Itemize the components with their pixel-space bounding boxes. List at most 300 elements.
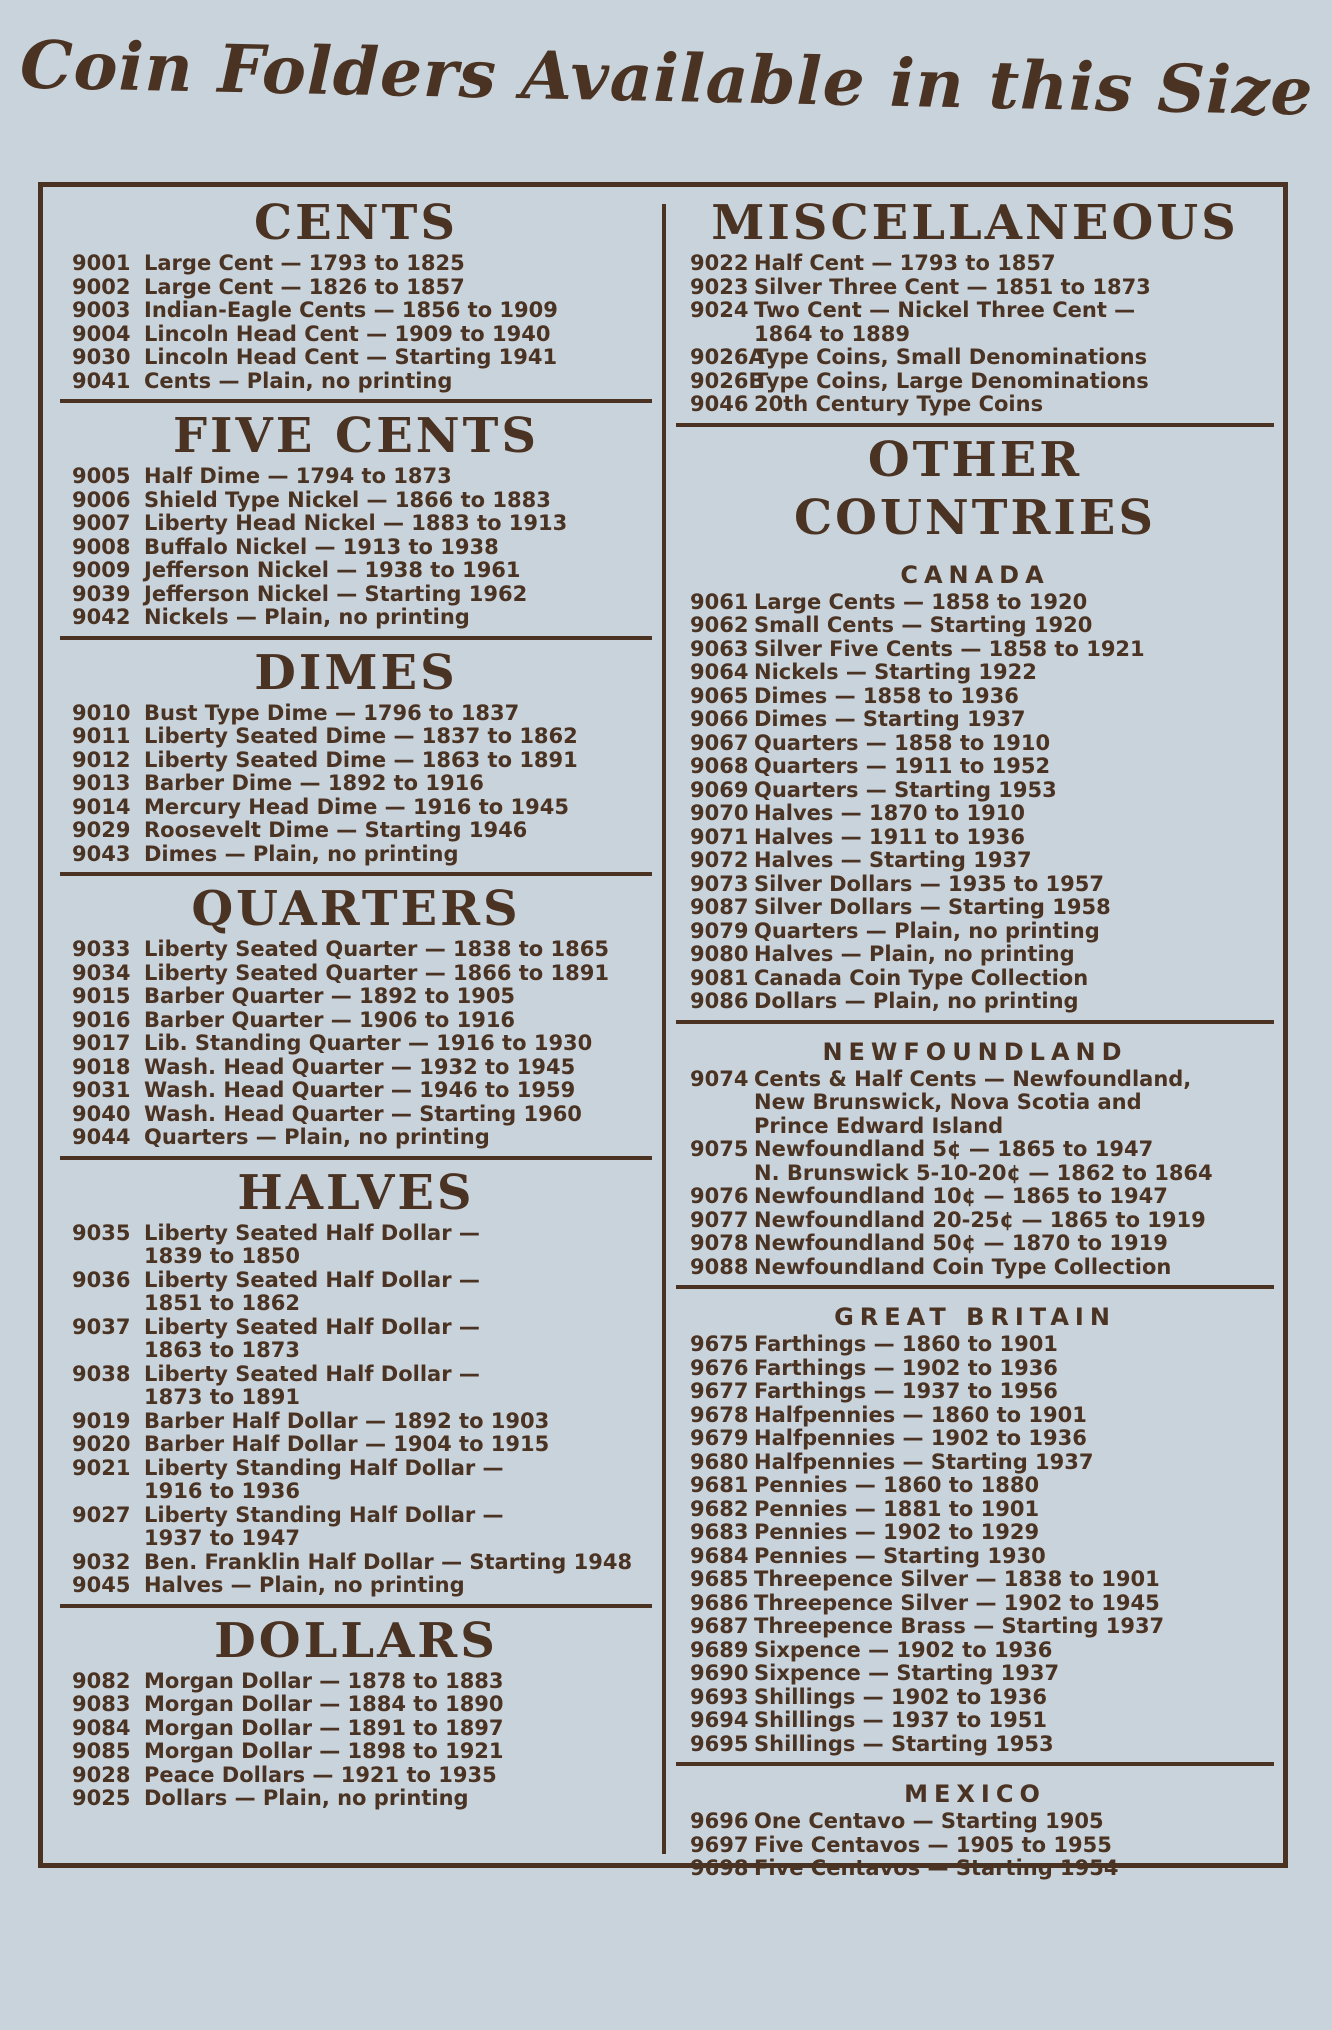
folder-number: 9010	[72, 700, 131, 725]
list-item	[62, 1009, 650, 1033]
section-canada	[678, 431, 1272, 1020]
list-item	[678, 638, 1272, 662]
folder-description: Quarters — Starting 1953	[754, 777, 1057, 802]
list-item	[678, 1686, 1272, 1710]
folder-number: 9081	[690, 965, 749, 990]
section-quarters	[62, 880, 650, 1156]
left-column	[62, 190, 650, 1817]
folder-description: Halves — 1911 to 1936	[754, 824, 1025, 849]
folder-description: Liberty Seated Half Dollar — 1873 to 1891	[144, 1361, 480, 1409]
folder-description: Ben. Franklin Half Dollar — Starting 1948	[144, 1549, 633, 1574]
folder-description: Canada Coin Type Collection	[754, 965, 1089, 990]
list-item	[678, 1639, 1272, 1663]
folder-description: Wash. Head Quarter — 1946 to 1959	[144, 1078, 576, 1102]
list-item	[62, 985, 650, 1009]
list-item	[678, 299, 1272, 346]
list-item	[678, 1068, 1272, 1139]
section-divider	[60, 1604, 652, 1608]
section-title: HALVES	[237, 1164, 475, 1221]
folder-description: Liberty Standing Half Dollar — 1937 to 1947	[144, 1502, 504, 1550]
folder-number: 9016	[72, 1007, 131, 1032]
folder-number: 9039	[72, 581, 131, 606]
section-great-britain	[678, 1301, 1272, 1762]
column-divider	[662, 204, 666, 1854]
folder-number: 9004	[72, 321, 131, 346]
folder-number: 9005	[72, 464, 131, 488]
section-divider	[676, 1762, 1274, 1766]
section-newfoundland	[678, 1036, 1272, 1286]
list-item	[678, 779, 1272, 803]
list-item	[678, 802, 1272, 826]
folder-number: 9084	[72, 1715, 131, 1740]
list-item	[62, 606, 650, 630]
folder-number: 9680	[690, 1449, 749, 1474]
section-subtitle: GREAT BRITAIN	[834, 1303, 1116, 1331]
section-title: DOLLARS	[214, 1612, 498, 1669]
list-item	[62, 962, 650, 986]
folder-description: Morgan Dollar — 1878 to 1883	[144, 1668, 504, 1693]
folder-number: 9008	[72, 534, 131, 559]
folder-number: 9682	[690, 1496, 749, 1521]
folder-description: Liberty Seated Dime — 1837 to 1862	[144, 724, 578, 748]
folder-number: 9032	[72, 1549, 131, 1574]
right-column	[678, 190, 1272, 1887]
folder-description: One Centavo — Starting 1905	[754, 1809, 1104, 1833]
list-item	[678, 1615, 1272, 1639]
folder-number: 9020	[72, 1432, 131, 1456]
folder-description: Dimes — Starting 1937	[754, 707, 1026, 731]
section-divider	[60, 1156, 652, 1160]
folder-number: 9013	[72, 771, 131, 795]
folder-number: 9036	[72, 1267, 131, 1292]
list-item	[62, 559, 650, 583]
folder-description: Pennies — 1902 to 1929	[754, 1520, 1040, 1544]
folder-number: 9037	[72, 1314, 131, 1339]
list-item	[678, 1380, 1272, 1404]
folder-number: 9041	[72, 368, 131, 393]
folder-description: Half Dime — 1794 to 1873	[144, 464, 452, 488]
folder-number: 9677	[690, 1379, 749, 1403]
folder-number: 9031	[72, 1078, 131, 1102]
folder-number: 9026A	[690, 345, 765, 369]
list-item	[62, 370, 650, 394]
list-item	[678, 1545, 1272, 1569]
folder-description: Lib. Standing Quarter — 1916 to 1930	[144, 1031, 593, 1055]
list-item	[678, 1474, 1272, 1498]
folder-list	[678, 1333, 1272, 1762]
list-item	[62, 1717, 650, 1741]
list-item	[678, 967, 1272, 991]
folder-description: Quarters — Plain, no printing	[144, 1125, 490, 1149]
list-item	[678, 1333, 1272, 1357]
folder-description: Silver Dollars — 1935 to 1957	[754, 871, 1105, 896]
section-cents	[62, 194, 650, 399]
list-item	[678, 1357, 1272, 1381]
folder-number: 9027	[72, 1502, 131, 1527]
section-divider	[60, 399, 652, 403]
section-title: CENTS	[253, 195, 459, 251]
list-item	[678, 276, 1272, 300]
folder-number: 9068	[690, 754, 749, 778]
folder-description: Farthings — 1902 to 1936	[754, 1355, 1058, 1380]
list-item	[62, 1316, 650, 1363]
list-item	[678, 1427, 1272, 1451]
folder-description: Halves — 1870 to 1910	[754, 801, 1025, 825]
list-item	[62, 346, 650, 370]
folder-description: Liberty Seated Quarter — 1838 to 1865	[144, 937, 609, 961]
folder-number: 9086	[690, 989, 749, 1013]
list-item	[62, 1032, 650, 1056]
folder-description: Roosevelt Dime — Starting 1946	[144, 818, 528, 842]
folder-description: 20th Century Type Coins	[754, 392, 1044, 416]
folder-number: 9679	[690, 1426, 749, 1450]
folder-number: 9025	[72, 1786, 131, 1810]
folder-description: Large Cent — 1826 to 1857	[144, 274, 465, 299]
folder-description: Five Centavos — Starting 1954	[754, 1856, 1119, 1880]
section-dollars	[62, 1612, 650, 1817]
folder-number: 9684	[690, 1543, 749, 1568]
list-item	[678, 1592, 1272, 1616]
folder-description: Newfoundland 20-25¢ — 1865 to 1919	[754, 1207, 1206, 1232]
list-item	[62, 536, 650, 560]
section-divider	[676, 1285, 1274, 1289]
folder-number: 9019	[72, 1408, 131, 1433]
folder-number: 9017	[72, 1031, 131, 1055]
folder-description: Threepence Brass — Starting 1937	[754, 1614, 1165, 1638]
folder-description: Halves — Starting 1937	[754, 848, 1032, 872]
list-item	[678, 1185, 1272, 1209]
folder-description: Pennies — 1860 to 1880	[754, 1473, 1040, 1497]
folder-number: 9012	[72, 747, 131, 772]
folder-description: Pennies — 1881 to 1901	[754, 1496, 1040, 1521]
list-item	[678, 1857, 1272, 1881]
list-item	[62, 1457, 650, 1504]
folder-number: 9065	[690, 683, 749, 708]
list-item	[678, 1256, 1272, 1280]
folder-number: 9064	[690, 660, 749, 684]
folder-number: 9070	[690, 801, 749, 825]
list-item	[678, 1451, 1272, 1475]
folder-description: Newfoundland 50¢ — 1870 to 1919	[754, 1231, 1168, 1255]
folder-number: 9034	[72, 960, 131, 985]
list-item	[678, 393, 1272, 417]
folder-description: Two Cent — Nickel Three Cent — 1864 to 1889	[754, 298, 1136, 346]
folder-description: Buffalo Nickel — 1913 to 1938	[144, 534, 499, 559]
folder-number: 9007	[72, 511, 131, 535]
list-item	[678, 755, 1272, 779]
list-item	[62, 1126, 650, 1150]
list-item	[678, 708, 1272, 732]
folder-number: 9021	[72, 1455, 131, 1480]
folder-number: 9075	[690, 1137, 749, 1161]
folder-description: Threepence Silver — 1838 to 1901	[754, 1567, 1160, 1591]
folder-number: 9006	[72, 487, 131, 512]
folder-description: Halfpennies — 1860 to 1901	[754, 1402, 1087, 1427]
list-item	[678, 1404, 1272, 1428]
folder-number: 9683	[690, 1520, 749, 1544]
folder-number: 9082	[72, 1668, 131, 1693]
folder-description: Liberty Seated Half Dollar — 1851 to 1862	[144, 1267, 480, 1315]
folder-description: Newfoundland Coin Type Collection	[754, 1254, 1172, 1279]
folder-description: Lincoln Head Cent — Starting 1941	[144, 345, 558, 369]
folder-number: 9046	[690, 392, 749, 416]
section-divider	[676, 1020, 1274, 1024]
folder-number: 9083	[72, 1692, 131, 1716]
folder-description: Silver Five Cents — 1858 to 1921	[754, 636, 1145, 661]
folder-number: 9085	[72, 1739, 131, 1763]
folder-number: 9023	[690, 274, 749, 299]
folder-description: Bust Type Dime — 1796 to 1837	[144, 700, 520, 725]
folder-number: 9045	[72, 1573, 131, 1597]
folder-description: Half Cent — 1793 to 1857	[754, 251, 1056, 275]
folder-description: Newfoundland 10¢ — 1865 to 1947	[754, 1184, 1168, 1208]
section-divider	[60, 636, 652, 640]
folder-list	[62, 702, 650, 873]
list-item	[62, 1103, 650, 1127]
folder-description: Barber Half Dollar — 1904 to 1915	[144, 1432, 550, 1456]
folder-description: Silver Three Cent — 1851 to 1873	[754, 274, 1151, 299]
section-dimes	[62, 644, 650, 873]
folder-number: 9026B	[690, 368, 765, 393]
folder-description: Morgan Dollar — 1891 to 1897	[144, 1715, 504, 1740]
folder-number: 9077	[690, 1207, 749, 1232]
folder-description: Pennies — Starting 1930	[754, 1543, 1046, 1568]
list-item	[678, 1810, 1272, 1834]
list-item	[62, 1363, 650, 1410]
folder-number: 9035	[72, 1220, 131, 1245]
list-item	[678, 1232, 1272, 1256]
folder-number: 9040	[72, 1101, 131, 1126]
folder-number: 9001	[72, 251, 131, 275]
folder-number: 9018	[72, 1054, 131, 1079]
section-title: MISCELLANEOUS	[711, 195, 1239, 251]
list-item	[678, 685, 1272, 709]
folder-number: 9062	[690, 613, 749, 637]
folder-description: Small Cents — Starting 1920	[754, 613, 1093, 637]
list-item	[678, 346, 1272, 370]
folder-number: 9009	[72, 558, 131, 582]
list-item	[678, 661, 1272, 685]
list-item	[62, 843, 650, 867]
folder-number: 9685	[690, 1567, 749, 1591]
section-subtitle: MEXICO	[904, 1780, 1046, 1808]
list-item	[62, 465, 650, 489]
list-item	[678, 990, 1272, 1014]
list-item	[62, 725, 650, 749]
folder-number: 9698	[690, 1856, 749, 1880]
list-item	[62, 1433, 650, 1457]
list-item	[678, 252, 1272, 276]
folder-description: Halfpennies — Starting 1937	[754, 1449, 1094, 1474]
section-title: DIMES	[254, 644, 458, 701]
folder-number: 9087	[690, 895, 749, 919]
list-item	[678, 849, 1272, 873]
folder-description: Threepence Silver — 1902 to 1945	[754, 1590, 1160, 1615]
list-item	[678, 1521, 1272, 1545]
folder-number: 9072	[690, 848, 749, 872]
folder-list	[678, 1810, 1272, 1887]
section-miscellaneous	[678, 194, 1272, 423]
list-item	[62, 583, 650, 607]
section-subtitle: CANADA	[900, 560, 1050, 589]
list-item	[678, 1834, 1272, 1858]
folder-description: Shillings — 1902 to 1936	[754, 1684, 1047, 1709]
folder-description: Quarters — Plain, no printing	[754, 918, 1100, 943]
folder-number: 9076	[690, 1184, 749, 1208]
list-item	[678, 1568, 1272, 1592]
folder-number: 9014	[72, 794, 131, 819]
list-item	[62, 489, 650, 513]
list-item	[678, 1709, 1272, 1733]
folder-number: 9029	[72, 818, 131, 842]
list-item	[62, 1269, 650, 1316]
folder-description: Cents — Plain, no printing	[144, 368, 453, 393]
folder-description: Halves — Plain, no printing	[144, 1573, 465, 1597]
list-item	[678, 1662, 1272, 1686]
list-item	[62, 819, 650, 843]
section-mexico	[678, 1778, 1272, 1887]
folder-list	[62, 465, 650, 636]
list-item	[62, 772, 650, 796]
section-halves	[62, 1164, 650, 1604]
list-item	[62, 1222, 650, 1269]
folder-description: Newfoundland 5¢ — 1865 to 1947 N. Brunswick 5-10-20¢ — 1862 to 1864	[754, 1137, 1213, 1185]
folder-number: 9024	[690, 298, 749, 322]
folder-number: 9088	[690, 1254, 749, 1279]
folder-number: 9690	[690, 1661, 749, 1685]
folder-number: 9675	[690, 1332, 749, 1356]
folder-description: Cents & Half Cents — Newfoundland, New Brunswick, Nova Scotia and Prince Edward Island	[754, 1066, 1192, 1138]
list-item	[678, 943, 1272, 967]
folder-number: 9686	[690, 1590, 749, 1615]
section-subtitle: NEWFOUNDLAND	[822, 1037, 1128, 1066]
folder-number: 9022	[690, 251, 749, 275]
list-item	[62, 702, 650, 726]
list-item	[678, 1498, 1272, 1522]
folder-description: Nickels — Plain, no printing	[144, 605, 470, 629]
folder-list	[62, 1222, 650, 1604]
folder-number: 9693	[690, 1684, 749, 1709]
folder-number: 9080	[690, 942, 749, 966]
folder-description: Large Cent — 1793 to 1825	[144, 251, 465, 275]
list-item	[62, 1764, 650, 1788]
list-item	[62, 1787, 650, 1811]
folder-description: Large Cents — 1858 to 1920	[754, 589, 1088, 614]
folder-description: Quarters — 1911 to 1952	[754, 754, 1051, 778]
list-item	[678, 732, 1272, 756]
folder-description: Liberty Head Nickel — 1883 to 1913	[144, 511, 568, 535]
list-item	[678, 614, 1272, 638]
folder-list	[62, 1670, 650, 1817]
folder-number: 9676	[690, 1355, 749, 1380]
folder-description: Peace Dollars — 1921 to 1935	[144, 1762, 497, 1787]
folder-description: Halves — Plain, no printing	[754, 942, 1075, 966]
folder-description: Barber Quarter — 1906 to 1916	[144, 1007, 516, 1032]
folder-number: 9003	[72, 298, 131, 322]
folder-number: 9002	[72, 274, 131, 299]
folder-number: 9678	[690, 1402, 749, 1427]
folder-description: Lincoln Head Cent — 1909 to 1940	[144, 321, 551, 346]
section-title: OTHER COUNTRIES	[793, 431, 1157, 546]
list-item	[62, 1574, 650, 1598]
folder-description: Halfpennies — 1902 to 1936	[754, 1426, 1087, 1450]
folder-description: Dollars — Plain, no printing	[144, 1786, 469, 1810]
folder-number: 9071	[690, 824, 749, 849]
list-item	[62, 1056, 650, 1080]
list-item	[62, 1410, 650, 1434]
folder-number: 9030	[72, 345, 131, 369]
folder-description: Type Coins, Small Denominations	[754, 345, 1148, 369]
folder-description: Nickels — Starting 1922	[754, 660, 1037, 684]
folder-list	[678, 591, 1272, 1020]
list-item	[62, 1740, 650, 1764]
folder-number: 9061	[690, 589, 749, 614]
folder-description: Dimes — Plain, no printing	[144, 841, 459, 866]
list-item	[678, 1138, 1272, 1185]
list-item	[62, 512, 650, 536]
list-item	[678, 896, 1272, 920]
folder-list	[62, 938, 650, 1156]
folder-description: Liberty Seated Half Dollar — 1839 to 1850	[144, 1220, 480, 1268]
folder-description: Jefferson Nickel — Starting 1962	[144, 581, 528, 606]
list-item	[678, 1209, 1272, 1233]
folder-number: 9015	[72, 984, 131, 1008]
list-item	[678, 591, 1272, 615]
list-item	[62, 276, 650, 300]
folder-description: Wash. Head Quarter — 1932 to 1945	[144, 1054, 576, 1079]
list-item	[62, 938, 650, 962]
folder-description: Dollars — Plain, no printing	[754, 989, 1079, 1013]
folder-description: Liberty Seated Half Dollar — 1863 to 1873	[144, 1314, 480, 1362]
folder-number: 9067	[690, 730, 749, 755]
folder-description: Liberty Seated Quarter — 1866 to 1891	[144, 960, 609, 985]
folder-description: Indian-Eagle Cents — 1856 to 1909	[144, 298, 558, 322]
folder-number: 9689	[690, 1637, 749, 1662]
list-item	[62, 1504, 650, 1551]
folder-description: Jefferson Nickel — 1938 to 1961	[144, 558, 521, 582]
section-title: FIVE CENTS	[172, 408, 540, 464]
folder-number: 9038	[72, 1361, 131, 1386]
folder-description: Mercury Head Dime — 1916 to 1945	[144, 794, 569, 819]
list-item	[62, 299, 650, 323]
folder-number: 9066	[690, 707, 749, 731]
list-item	[62, 749, 650, 773]
folder-number: 9069	[690, 777, 749, 802]
page-title: Coin Folders Available in this Size	[19, 25, 1315, 131]
folder-number: 9696	[690, 1809, 749, 1833]
folder-description: Shield Type Nickel — 1866 to 1883	[144, 487, 551, 512]
folder-list	[62, 252, 650, 399]
folder-number: 9681	[690, 1473, 749, 1497]
folder-description: Quarters — 1858 to 1910	[754, 730, 1051, 755]
folder-description: Liberty Standing Half Dollar — 1916 to 1936	[144, 1455, 504, 1503]
list-item	[62, 323, 650, 347]
folder-number: 9079	[690, 918, 749, 943]
folder-number: 9687	[690, 1614, 749, 1638]
list-item	[62, 1670, 650, 1694]
folder-number: 9694	[690, 1708, 749, 1732]
folder-description: Five Centavos — 1905 to 1955	[754, 1832, 1112, 1857]
folder-description: Morgan Dollar — 1898 to 1921	[144, 1739, 504, 1763]
folder-description: Sixpence — 1902 to 1936	[754, 1637, 1053, 1662]
list-item	[62, 1551, 650, 1575]
section-five-cents	[62, 407, 650, 636]
folder-description: Shillings — 1937 to 1951	[754, 1708, 1047, 1732]
folder-description: Barber Quarter — 1892 to 1905	[144, 984, 516, 1008]
section-title: QUARTERS	[191, 881, 521, 937]
folder-description: Sixpence — Starting 1937	[754, 1661, 1060, 1685]
folder-list	[678, 252, 1272, 423]
